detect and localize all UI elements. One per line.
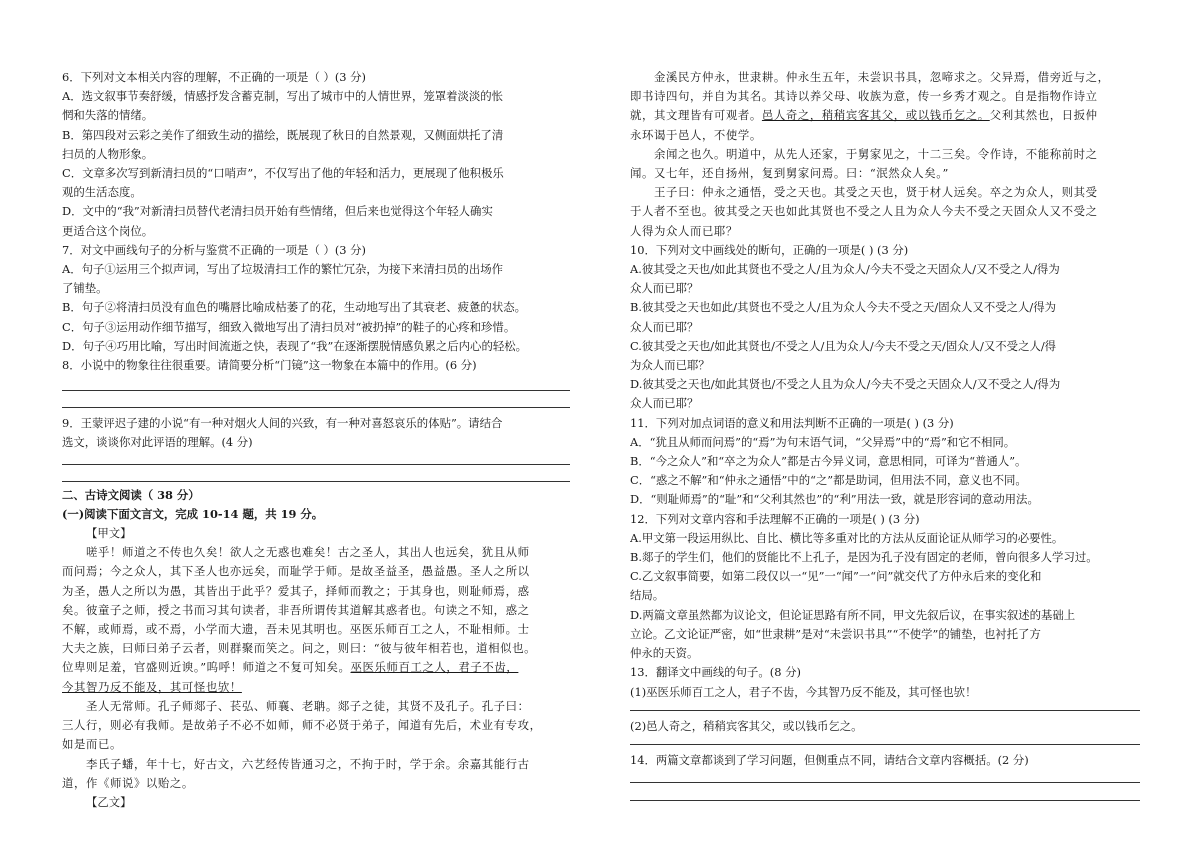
answer-line-q14-2[interactable] [630,800,1140,801]
passage-b-line [630,106,1140,125]
q7-option-b: B．句子②将清扫员没有血色的嘴唇比喻成枯萎了的花，生动地写出了其衰老、疲惫的状态。 [62,300,526,315]
question-10 [630,241,1140,414]
q12-option-b: B.郯子的学生们，他们的贤能比不上孔子，是因为孔子没有固定的老师，曾向很多人学习过。 [630,550,1098,565]
passage-a-line: 而问焉；今之众人，其下圣人也亦远矣，而耻学于师。是故圣益圣，愚益愚。圣人之所以 [62,564,530,579]
question-11 [630,414,1140,510]
left-column [62,68,570,812]
q12-stem: 12．下列对文章内容和手法理解不正确的一项是( ) (3 分) [630,511,920,526]
passage-a-line: 矣。彼童子之师，授之书而习其句读者，非吾所谓传其道解其惑者也。句读之不知，惑之 [62,602,530,617]
passage-a-line: 圣人无常师。孔子师郯子、苌弘、师襄、老聃。郯子之徒，其贤不及孔子。孔子曰： [86,698,530,713]
right-column [630,68,1140,801]
underlined-sentence-1-cont: 今其智乃反不能及，其可怪也欤！ [62,679,242,694]
q6-option-a-cont: 惘和失落的情绪。 [62,108,154,123]
passage-a-line [62,678,570,697]
q12-option-d-cont: 立论。乙文论证严密，如“世隶耕”是对“未尝识书具”“不使学”的铺垫，也衬托了方 [630,626,1041,641]
q7-option-c: C．句子③运用动作细节描写，细致入微地写出了清扫员对“被扔掉”的鞋子的心疼和珍惜。 [62,319,516,334]
q6-option-c-cont: 观的生活态度。 [62,185,142,200]
q10-option-c-cont: 为众人而已耶？ [630,358,710,373]
q12-option-c: C.乙文叙事简要，如第二段仅以一“见”一“闻”一“问”就交代了方仲永后来的变化和 [630,569,1042,584]
q13-sentence-2: (2)邑人奇之，稍稍宾客其父，或以钱币乞之。 [630,718,863,733]
passage-a-line: 三人行，则必有我师。是故弟子不必不如师，师不必贤于弟子，闻道有先后，术业有专攻， [62,718,542,733]
q13-stem: 13．翻译文中画线的句子。(8 分) [630,665,801,680]
passage-b-line: 即书诗四句，并自为其名。其诗以养父母、收族为意，传一乡秀才观之。自是指物作诗立 [630,89,1098,104]
passage-a-line: 李氏子蟠，年十七，好古文，六艺经传皆通习之，不拘于时，学于余。余嘉其能行古 [86,756,530,771]
passage-a-label: 【甲文】 [86,526,132,541]
passage-b-line: 永环谒于邑人，不使学。 [630,127,762,142]
underlined-sentence-2: 邑人奇之，稍稍宾客其父，或以钱币乞之。 [761,108,990,123]
q9-stem: 9．王蒙评迟子建的小说“有一种对烟火人间的兴致，有一种对喜怒哀乐的体贴”。请结合 [62,416,503,431]
question-6 [62,68,570,241]
q10-option-b-cont: 众人而已耶？ [630,319,699,334]
passage-a-line: 大夫之族，曰师曰弟子云者，则群聚而笑之。问之，则曰：“彼与彼年相若也，道相似也。 [62,641,537,656]
passage-a [62,543,570,793]
q10-option-a: A.彼其受之天也/如此其贤也不受之人/且为众人/今夫不受之天固众人/又不受之人/得为 [630,262,1060,277]
passage-a-line: 嗟乎！师道之不传也久矣！欲人之无惑也难矣！古之圣人，其出人也远矣，犹且从师 [86,545,530,560]
question-13 [630,663,1140,751]
q7-option-a-cont: 了铺垫。 [62,281,108,296]
q9-stem-cont: 选文，谈谈你对此评语的理解。(4 分) [62,435,253,450]
underlined-sentence-1: 巫医乐师百工之人，君子不齿， [350,660,519,675]
question-7 [62,241,570,356]
passage-b [630,68,1140,241]
q10-option-c: C.彼其受之天也/如此其贤也/不受之人/且为众人/今夫不受之天/固众人/又不受之人/得 [630,338,1057,353]
passage-b-line: 金溪民方仲永，世隶耕。仲永生五年，未尝识书具，忽啼求之。父异焉，借旁近与之， [654,70,1110,84]
q6-option-b-cont: 扫员的人物形象。 [62,146,154,161]
q12-option-a: A.甲文第一段运用纵比、自比、横比等多重对比的方法从反面论证从师学习的必要性。 [630,530,1064,545]
q10-option-b: B.彼其受之天也如此/其贤也不受之人/且为众人今夫不受之天/固众人又不受之人/得为 [630,300,1057,315]
question-12 [630,510,1140,664]
q7-option-a: A．句子①运用三个拟声词，写出了垃圾清扫工作的繁忙冗杂，为接下来清扫员的出场作 [62,262,504,277]
q12-option-c-cont: 结局。 [630,588,665,603]
passage-a-line [62,658,570,677]
subsection-heading: (一)阅读下面文言文，完成 10-14 题，共 19 分。 [62,506,324,521]
passage-b-line: 王子曰：仲永之通悟，受之天也。其受之天也，贤于材人远矣。卒之为众人，则其受 [654,185,1098,200]
passage-a-line: 为圣，愚人之所以为愚，其皆出于此乎？爱其子，择师而教之；于其身也，则耻师焉，惑 [62,583,530,598]
q6-stem: 6．下列对文本相关内容的理解，不正确的一项是（ ）(3 分) [62,70,366,84]
q14-stem: 14．两篇文章都谈到了学习问题，但侧重点不同，请结合文章内容概括。(2 分) [630,752,1029,767]
passage-a-line: 道，作《师说》以贻之。 [62,775,194,790]
q7-option-d: D．句子④巧用比喻，写出时间流逝之快，表现了“我”在逐渐摆脱情感负累之后内心的轻松。 [62,338,528,353]
q11-option-c: C．“惑之不解”和“仲永之通悟”中的“之”都是助词，但用法不同，意义也不同。 [630,473,1027,488]
passage-a-line: 不解，或师焉，或不焉，小学而大遗，吾未见其明也。巫医乐师百工之人，不耻相师。士 [62,622,530,637]
passage-a-line: 如是而已。 [62,737,122,752]
passage-b-line: 闻。又七年，还自扬州，复到舅家问焉。曰：“泯然众人矣。” [630,166,949,181]
q6-option-b: B．第四段对云彩之美作了细致生动的描绘，既展现了秋日的自然景观，又侧面烘托了清 [62,127,504,142]
passage-b-text: 父利其然也，日扳仲 [989,108,1098,123]
q6-option-d: D．文中的“我”对新清扫员替代老清扫员开始有些情绪，但后来也觉得这个年轻人确实 [62,204,493,219]
passage-a-text: 位卑则足羞，官盛则近谀。”呜呼！师道之不复可知矣。 [62,660,351,675]
section-heading: 二、古诗文阅读（ 38 分） [62,487,200,502]
q12-option-d: D.两篇文章虽然都为议论文，但论证思路有所不同，甲文先叙后议，在事实叙述的基础上 [630,607,1076,622]
passage-b-text: 就，其文理皆有可观者。 [630,108,762,123]
q10-stem: 10．下列对文中画线处的断句，正确的一项是( ) (3 分) [630,242,909,257]
q11-option-b: B．“今之众人”和“卒之为众人”都是古今异义词，意思相同，可译为“普通人”。 [630,454,1027,469]
q12-option-d-cont: 仲永的天资。 [630,646,699,661]
q6-option-a: A．选文叙事节奏舒缓，情感抒发含蓄克制，写出了城市中的人情世界，笼罩着淡淡的怅 [62,89,504,104]
q11-stem: 11．下列对加点词语的意义和用法判断不正确的一项是( ) (3 分) [630,415,954,430]
passage-b-line: 于人者不至也。彼其受之天也如此其贤也不受之人且为众人今夫不受之天固众人又不受之 [630,204,1098,219]
q10-option-a-cont: 众人而已耶？ [630,281,699,296]
q10-option-d-cont: 众人而已耶？ [630,396,699,411]
passage-b-label: 【乙文】 [86,794,132,809]
q6-option-d-cont: 更适合这个岗位。 [62,223,154,238]
q11-option-a: A．“犹且从师而问焉”的“焉”为句末语气词，“父异焉”中的“焉”和它不相同。 [630,434,1016,449]
passage-b-line: 人得为众人而已耶？ [630,223,738,238]
q10-option-d: D.彼其受之天也/如此其贤也/不受之人且为众人/今夫不受之天固众人/又不受之人/得为 [630,377,1061,392]
q8-stem: 8．小说中的物象往往很重要。请简要分析“门镜”这一物象在本篇中的作用。(6 分) [62,358,477,373]
passage-b-line: 余闻之也久。明道中，从先人还家，于舅家见之，十二三矣。令作诗，不能称前时之 [654,146,1098,161]
q11-option-d: D．“则耻师焉”的“耻”和“父利其然也”的“利”用法一致，就是形容词的意动用法。 [630,492,1039,507]
q6-option-c: C．文章多次写到新清扫员的“口哨声”，不仅写出了他的年轻和活力，更展现了他积极乐 [62,166,504,181]
q13-sentence-1: (1)巫医乐师百工之人，君子不齿，今其智乃反不能及，其可怪也欤！ [630,684,977,699]
q7-stem: 7．对文中画线句子的分析与鉴赏不正确的一项是（ ）(3 分) [62,242,366,257]
